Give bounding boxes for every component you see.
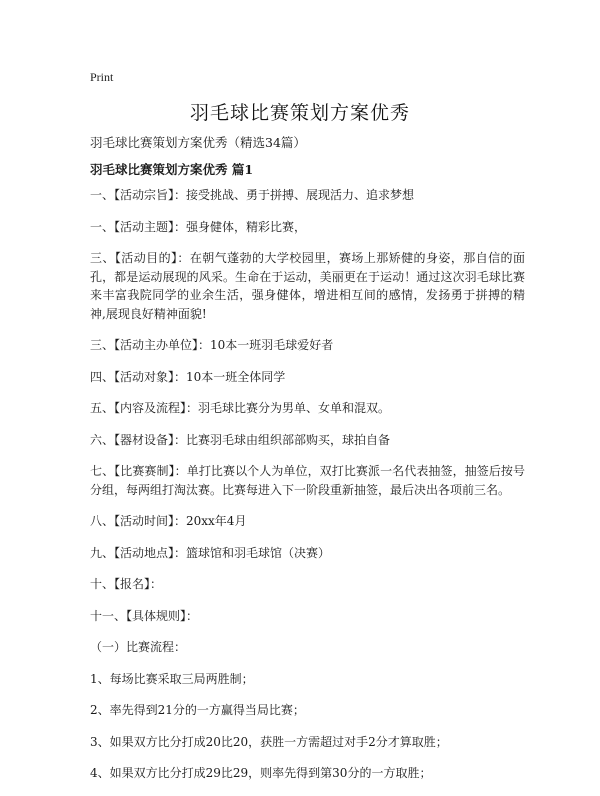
paragraph-location: 九、【活动地点】：篮球馆和羽毛球馆（决赛） [90,545,331,560]
paragraph-format: 七、【比赛赛制】：单打比赛以个人为单位，双打比赛派一名代表抽签，抽签后按号分组，每两组打淘汰赛。比赛每进入下一阶段重新抽签，最后决出各项前三名。 [90,464,525,497]
document-body [90,186,525,796]
paragraph-organizer: 三、【活动主办单位】：10本一班羽毛球爱好者 [90,338,334,352]
paragraph-rule-1: 1、每场比赛采取三局两胜制； [90,671,254,686]
paragraph-purpose: 一、【活动宗旨】：接受挑战、勇于拼搏、展现活力、追求梦想 [90,188,415,202]
paragraph-rule-3: 3、如果双方比分打成20比20，获胜一方需超过对手2分才算取胜； [90,734,448,749]
paragraph-time: 八、【活动时间】：20xx年4月 [90,514,247,528]
paragraph-equipment: 六、【器材设备】：比赛羽毛球由组织部部购买，球拍自备 [90,432,391,447]
paragraph-rule-4: 4、如果双方比分打成29比29，则率先得到第30分的一方取胜； [90,766,432,780]
document-title: 羽毛球比赛策划方案优秀 [189,102,410,124]
print-link[interactable]: Print [90,70,114,84]
paragraph-process: （一）比赛流程： [90,640,187,654]
section-heading: 羽毛球比赛策划方案优秀 篇1 [90,162,254,177]
document-subtitle: 羽毛球比赛策划方案优秀（精选34篇） [90,135,306,150]
paragraph-rule-2: 2、率先得到21分的一方赢得当局比赛； [90,703,305,717]
paragraph-content: 五、【内容及流程】：羽毛球比赛分为男单、女单和混双。 [90,401,391,415]
paragraph-goal: 三、【活动目的】：在朝气蓬勃的大学校园里，赛场上那矫健的身姿，那自信的面孔，都是运动展现的风采。生命在于运动，美丽更在于运动！通过这次羽毛球比赛来丰富我院同学的业余生活，强身健体，增进相互间的感情，发扬勇于拼搏的精神,展现良好精神面貌! [90,251,525,321]
paragraph-theme: 一、【活动主题】：强身健体，精彩比赛， [90,219,307,234]
paragraph-rules: 十一、【具体规则】： [90,608,199,623]
paragraph-registration: 十、【报名】： [90,577,163,591]
paragraph-audience: 四、【活动对象】：10本一班全体同学 [90,369,286,384]
